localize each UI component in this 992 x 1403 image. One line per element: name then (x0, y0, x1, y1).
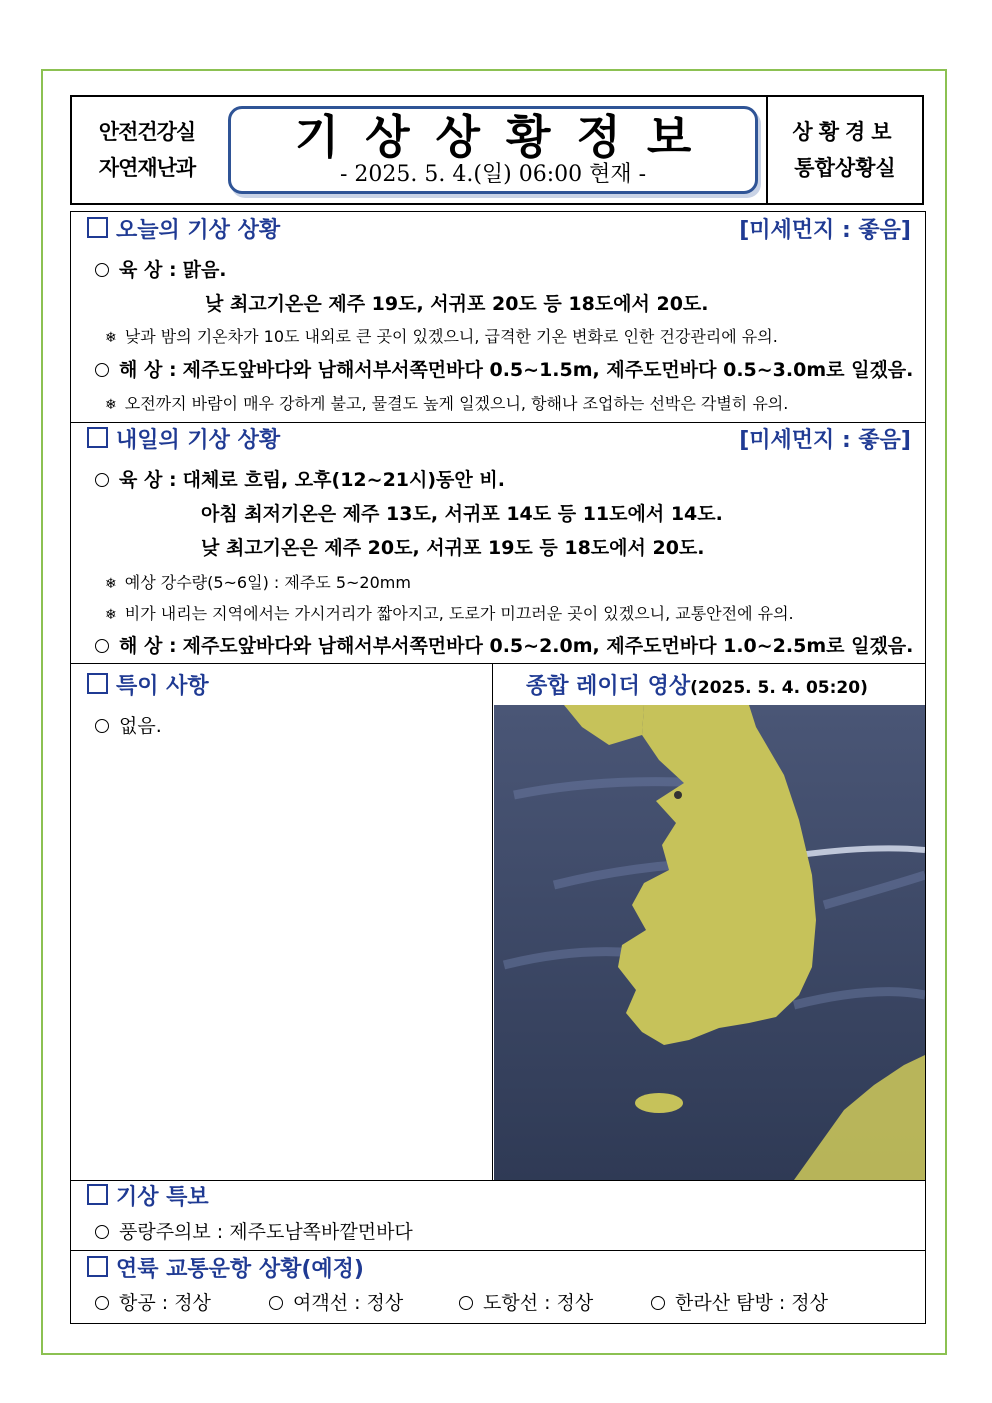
circle-bullet-icon (651, 1296, 665, 1310)
title-box (228, 106, 758, 194)
tomorrow-section-title (87, 426, 280, 456)
office-line-2: 통합상황실 (794, 156, 896, 180)
warning-section-title (87, 1183, 209, 1213)
tomorrow-sea-text: 제주도앞바다와 남해서부서쪽먼바다 0.5~2.0m, 제주도먼바다 1.0~2.5m로 일겠음. (182, 635, 914, 657)
department-label (72, 97, 222, 203)
today-note-1-text: 낮과 밤의 기온차가 10도 내외로 큰 곳이 있겠으니, 급격한 기온 변화로 인한 건강관리에 유의. (124, 327, 778, 346)
note-asterisk-icon: ❄ (105, 607, 117, 623)
circle-bullet-icon (95, 1296, 109, 1310)
checkbox-square-icon (87, 427, 108, 448)
checkbox-square-icon (87, 217, 108, 238)
transport-item-air (95, 1289, 211, 1317)
today-note-1 (105, 323, 778, 352)
tomorrow-sea-label: 해 상 : (119, 635, 177, 657)
row-divider (71, 1250, 925, 1251)
special-section-title (87, 672, 209, 702)
radar-timestamp: (2025. 5. 4. 05:20) (690, 678, 868, 698)
circle-bullet-icon (459, 1296, 473, 1310)
tomorrow-land-sky: 대체로 흐림, 오후(12~21시)동안 비. (182, 469, 505, 491)
today-note-2 (105, 390, 788, 419)
circle-bullet-icon (95, 263, 109, 277)
column-divider (492, 664, 493, 1180)
tomorrow-land-line (95, 466, 505, 494)
transport-item-text: 한라산 탐방 : 정상 (675, 1292, 828, 1314)
department-line-1: 안전건강실 (98, 120, 196, 144)
today-land-label: 육 상 : (119, 259, 177, 281)
circle-bullet-icon (95, 363, 109, 377)
report-title: 기상상황정보 (294, 110, 718, 164)
warning-title-text: 기상 특보 (116, 1185, 209, 1210)
transport-item-island-ferry (459, 1289, 593, 1317)
today-sea-text: 제주도앞바다와 남해서부서쪽먼바다 0.5~1.5m, 제주도먼바다 0.5~3.0m로 일겠음. (182, 359, 914, 381)
tomorrow-note-2-text: 비가 내리는 지역에서는 가시거리가 짧아지고, 도로가 미끄러운 곳이 있겠으니, 교통안전에 유의. (124, 604, 794, 623)
report-header (70, 95, 924, 205)
radar-title (526, 672, 868, 703)
row-divider (71, 422, 925, 423)
office-label (766, 97, 922, 203)
circle-bullet-icon (95, 473, 109, 487)
tomorrow-note-2 (105, 600, 794, 629)
tomorrow-note-1 (105, 569, 411, 598)
transport-item-text: 여객선 : 정상 (293, 1292, 404, 1314)
jeju-island (635, 1093, 683, 1113)
today-sea-line (95, 356, 913, 384)
checkbox-square-icon (87, 673, 108, 694)
transport-item-hallasan (651, 1289, 828, 1317)
tomorrow-fine-dust: [미세먼지 : 좋음] (739, 428, 911, 453)
row-divider (71, 663, 925, 664)
special-item (95, 712, 162, 740)
note-asterisk-icon: ❄ (105, 576, 117, 592)
transport-title-text: 연륙 교통운항 상황(예정) (116, 1257, 364, 1282)
note-asterisk-icon: ❄ (105, 397, 117, 413)
tomorrow-sea-line (95, 632, 913, 660)
radar-image (494, 705, 925, 1180)
warning-item-text: 풍랑주의보 : 제주도남쪽바깥먼바다 (119, 1221, 413, 1243)
report-table (70, 211, 926, 1324)
circle-bullet-icon (95, 1225, 109, 1239)
office-line-1: 상황경보 (792, 120, 898, 144)
transport-item-text: 도항선 : 정상 (483, 1292, 594, 1314)
row-divider (71, 1180, 925, 1181)
today-title-text: 오늘의 기상 상황 (116, 218, 281, 243)
report-date: - 2025. 5. 4.(일) 06:00 현재 - (339, 162, 647, 187)
transport-item-text: 항공 : 정상 (119, 1292, 211, 1314)
tomorrow-land-low: 아침 최저기온은 제주 13도, 서귀포 14도 등 11도에서 14도. (201, 503, 723, 525)
tomorrow-land-label: 육 상 : (119, 469, 177, 491)
special-title-text: 특이 사항 (116, 674, 209, 699)
today-land-high: 낮 최고기온은 제주 19도, 서귀포 20도 등 18도에서 20도. (205, 293, 709, 315)
location-marker-icon (674, 791, 682, 799)
circle-bullet-icon (269, 1296, 283, 1310)
radar-title-text: 종합 레이더 영상 (526, 674, 691, 699)
department-line-2: 자연재난과 (98, 156, 196, 180)
tomorrow-land-high: 낮 최고기온은 제주 20도, 서귀포 19도 등 18도에서 20도. (201, 537, 705, 559)
transport-section-title (87, 1255, 364, 1285)
today-sea-label: 해 상 : (119, 359, 177, 381)
tomorrow-note-1-text: 예상 강수량(5~6일) : 제주도 5~20mm (124, 573, 411, 592)
today-section-title (87, 216, 280, 246)
tomorrow-title-text: 내일의 기상 상황 (116, 428, 281, 453)
circle-bullet-icon (95, 639, 109, 653)
today-note-2-text: 오전까지 바람이 매우 강하게 불고, 물결도 높게 일겠으니, 항해나 조업하는 선박은 각별히 유의. (124, 394, 789, 413)
today-land-sky: 맑음. (182, 259, 227, 281)
today-fine-dust: [미세먼지 : 좋음] (739, 218, 911, 243)
warning-item (95, 1218, 413, 1246)
checkbox-square-icon (87, 1256, 108, 1277)
today-land-line (95, 256, 227, 284)
circle-bullet-icon (95, 719, 109, 733)
checkbox-square-icon (87, 1184, 108, 1205)
transport-item-ferry (269, 1289, 403, 1317)
note-asterisk-icon: ❄ (105, 330, 117, 346)
special-item-text: 없음. (119, 715, 162, 737)
